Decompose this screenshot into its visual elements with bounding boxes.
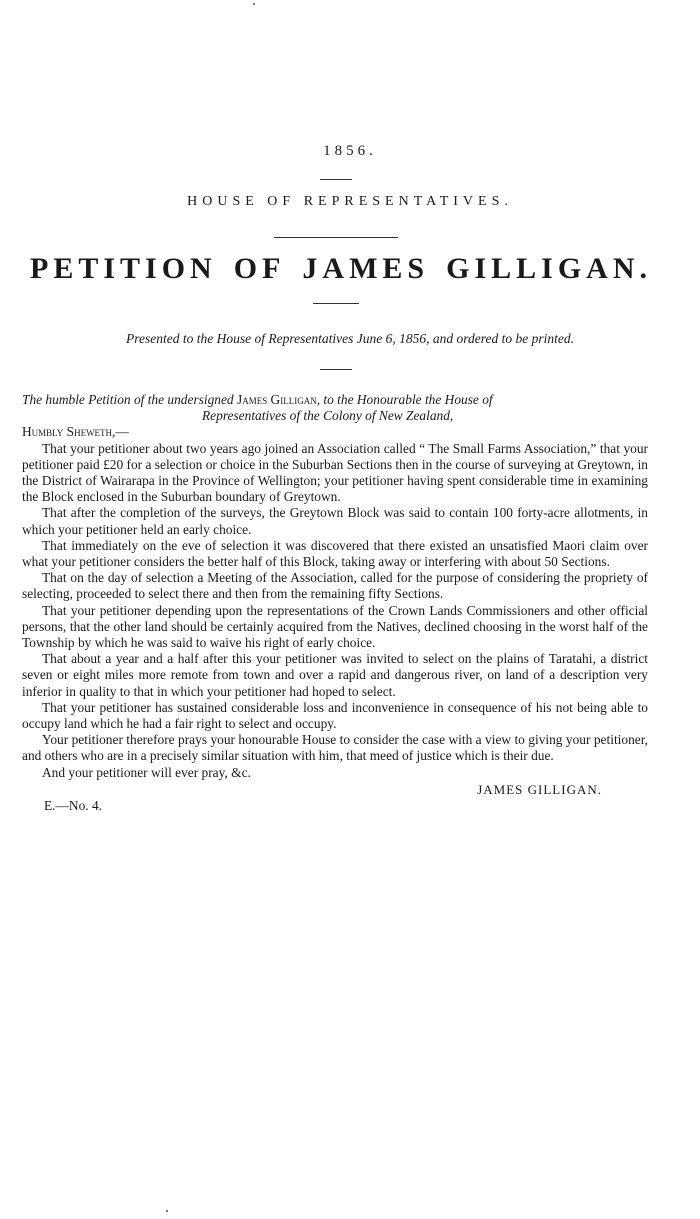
petition-paragraph: That immediately on the eve of selection it was discovered that there existed an unsatisfied Maori claim over what your petitioner considers the better half of this Block, taking away or interfering with about 50 Sections. [22,537,648,570]
scan-speck [253,3,255,5]
title-word: GILLIGAN. [446,252,652,285]
document-year: 1856. [323,143,377,159]
house-heading: HOUSE OF REPRESENTATIVES. [187,194,513,209]
title-word: OF [233,252,286,285]
petitioner-signature: JAMES GILLIGAN. [477,781,602,797]
petition-paragraph: That after the completion of the surveys, the Greytown Block was said to contain 100 forty-acre allotments, in which your petitioner held an early choice. [22,505,648,537]
petition-paragraph: That your petitioner depending upon the representations of the Crown Lands Commissioners and other official persons, that the other land should be certainly acquired from the Natives, declined choosing in the worst half of the Township by which he was said to waive his right of early choice. [22,602,648,651]
humble-petition-line [22,392,648,408]
divider-rule [320,369,352,370]
petitioner-name: James Gilligan, [236,392,321,407]
petition-paragraph: That your petitioner has sustained considerable loss and inconvenience in consequence of his not being able to occupy land which he had a fair right to select and occupy. [22,699,648,732]
presented-note: Presented to the House of Representatives June 6, 1856, and ordered to be printed. [126,331,574,346]
title-word: PETITION [30,252,217,285]
divider-rule [274,237,398,238]
humble-petition-line-2: Representatives of the Colony of New Zealand, [202,408,454,424]
petition-body [22,392,648,814]
title-word: JAMES [302,252,430,285]
humbly-sheweth: Humbly Sheweth,— [22,424,129,440]
scan-speck [166,1210,168,1212]
petition-paragraph: Your petitioner therefore prays your honourable House to consider the case with a view to giving your petitioner, and others who are in a precisely similar situation with him, that meed of justice which is their due. [22,732,648,764]
petition-paragraph: That your petitioner about two years ago joined an Association called “ The Small Farms Association,” that your petitioner paid £20 for a selection or choice in the Suburban Sections then in the course of surveying at Greytown, in the District of Wairarapa in the Province of Wellington; your petitioner having spent considerable time in examining the Block enclosed in the Suburban boundary of Greytown. [22,440,648,505]
petition-paragraph: That on the day of selection a Meeting of the Association, called for the purpose of considering the propriety of selecting, proceeded to select there and then from the remaining fifty Sections. [22,570,648,602]
divider-rule [320,179,352,180]
petition-paragraph: That about a year and a half after this your petitioner was invited to select on the plains of Taratahi, a district seven or eight miles more remote from town and over a rapid and dangerous river, on land of a description very inferior in quality to that in which your petitioner had hoped to select. [22,651,648,699]
petition-title [30,252,652,286]
humble-prefix: The humble Petition of the undersigned [22,392,234,407]
humble-suffix: to the Honourable the House of [323,392,493,407]
divider-rule [313,303,359,304]
petition-paragraph: And your petitioner will ever pray, &c. [42,764,251,780]
document-reference: E.—No. 4. [44,798,103,814]
